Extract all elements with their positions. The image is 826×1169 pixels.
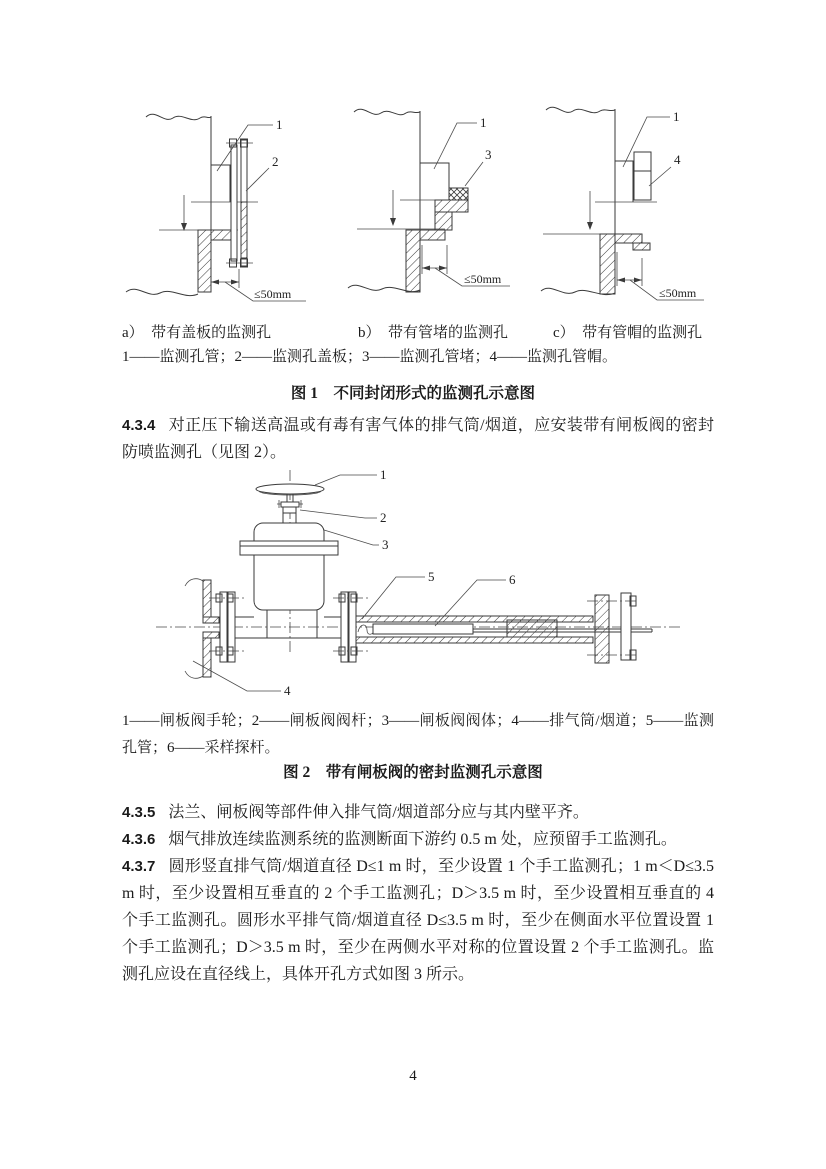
clause-text: 圆形竖直排气筒/烟道直径 D≤1 m 时，至少设置 1 个手工监测孔；1 m＜D≤3.5 m 时，至少设置相互垂直的 2 个手工监测孔；D＞3.5 m 时，至少设置相互垂直的 4 个手工监测孔。圆形水平排气筒/烟道直径 D≤3.5 m 时，至少在侧面水平位置设置 1 个手工监测孔；D＞3.5 m 时，至少在两侧水平对称的位置设置 2 个手工监测孔。监测孔应设在直径线上，具体开孔方式如图 3 所示。 bbox=[122, 858, 714, 983]
figure2-legend: 1——闸板阀手轮；2——闸板阀阀杆；3——闸板阀阀体；4——排气筒/烟道；5——监测孔管；6——采样探杆。 bbox=[122, 713, 714, 756]
leader-line bbox=[465, 162, 483, 186]
handwheel bbox=[256, 484, 324, 494]
leader-line bbox=[315, 475, 377, 485]
callout-label: 3 bbox=[382, 537, 389, 552]
leader-line bbox=[649, 167, 671, 186]
wall-section bbox=[406, 230, 420, 292]
tube-outline bbox=[615, 161, 633, 202]
page-number: 4 bbox=[409, 1068, 417, 1084]
figure1b-drawing bbox=[340, 90, 540, 322]
tube-wall bbox=[356, 637, 593, 643]
figure1-legend: 1——监测孔管；2——监测孔盖板；3——监测孔管堵；4——监测孔管帽。 bbox=[122, 349, 618, 365]
callout-label: 1 bbox=[276, 117, 283, 132]
break-line-top bbox=[546, 107, 615, 113]
dimension-label: ≤50mm bbox=[659, 286, 697, 300]
clause-4-3-6 bbox=[122, 826, 714, 853]
clause-number: 4.3.7 bbox=[122, 858, 156, 875]
break-line-top bbox=[146, 114, 211, 120]
wall-section bbox=[600, 234, 615, 294]
figure1a-caption: a） 带有盖板的监测孔 bbox=[122, 325, 272, 341]
figure1c-drawing bbox=[530, 90, 730, 324]
tube-section bbox=[420, 230, 445, 240]
duct-wall bbox=[203, 638, 211, 677]
callout-label: 4 bbox=[284, 683, 291, 698]
figure2-drawing bbox=[115, 466, 710, 714]
figure2-caption: 图 2 带有闸板阀的密封监测孔示意图 bbox=[283, 764, 543, 781]
tube-outline bbox=[211, 165, 230, 202]
figure1a-drawing bbox=[120, 95, 342, 323]
figure1c-caption: c） 带有管帽的监测孔 bbox=[553, 325, 703, 341]
leader-line bbox=[246, 168, 269, 191]
callout-label: 3 bbox=[485, 147, 492, 162]
leader-line bbox=[362, 577, 425, 619]
pipe-plug bbox=[449, 188, 468, 200]
dimension-label: ≤50mm bbox=[254, 287, 292, 301]
tube-outline bbox=[420, 163, 449, 188]
dimension-label: ≤50mm bbox=[464, 272, 502, 286]
end-flange bbox=[595, 595, 609, 663]
clause-4-3-4 bbox=[122, 412, 714, 466]
break-line bbox=[185, 579, 203, 586]
break-line-bottom bbox=[126, 289, 198, 295]
clause-number: 4.3.4 bbox=[122, 417, 156, 434]
callout-label: 1 bbox=[380, 467, 387, 482]
callout-label: 1 bbox=[673, 109, 680, 124]
clause-text: 对正压下输送高温或有毒有害气体的排气筒/烟道，应安装带有闸板阀的密封防喷监测孔（见图 2）。 bbox=[122, 417, 714, 461]
figure1-caption: 图 1 不同封闭形式的监测孔示意图 bbox=[290, 385, 536, 402]
leader-line bbox=[300, 510, 377, 518]
figure1b-caption: b） 带有管堵的监测孔 bbox=[358, 325, 509, 341]
valve-bottom bbox=[267, 610, 317, 638]
callout-label: 5 bbox=[428, 569, 435, 584]
clause-4-3-7 bbox=[122, 853, 714, 988]
callout-label: 4 bbox=[674, 152, 681, 167]
clause-number: 4.3.5 bbox=[122, 804, 156, 821]
break-line-top bbox=[354, 109, 420, 115]
callout-label: 2 bbox=[380, 510, 387, 525]
callout-label: 2 bbox=[272, 154, 279, 169]
body-flange bbox=[240, 541, 338, 555]
clause-text: 烟气排放连续监测系统的监测断面下游约 0.5 m 处，应预留手工监测孔。 bbox=[168, 831, 677, 848]
wall-section bbox=[198, 230, 211, 292]
pipe-cap bbox=[634, 152, 651, 200]
callout-label: 6 bbox=[509, 572, 516, 587]
flange-plate bbox=[231, 145, 237, 261]
clause-number: 4.3.6 bbox=[122, 831, 156, 848]
clause-text: 法兰、闸板阀等部件伸入排气筒/烟道部分应与其内壁平齐。 bbox=[168, 804, 589, 821]
tube-section bbox=[615, 234, 642, 243]
duct-wall bbox=[203, 580, 211, 617]
break-line bbox=[185, 671, 203, 678]
callout-label: 1 bbox=[480, 115, 487, 130]
packing-gland bbox=[281, 502, 299, 507]
leader-line bbox=[434, 123, 477, 169]
valve-body bbox=[254, 523, 324, 610]
sampling-probe bbox=[373, 624, 473, 634]
clause-4-3-5 bbox=[122, 799, 714, 826]
